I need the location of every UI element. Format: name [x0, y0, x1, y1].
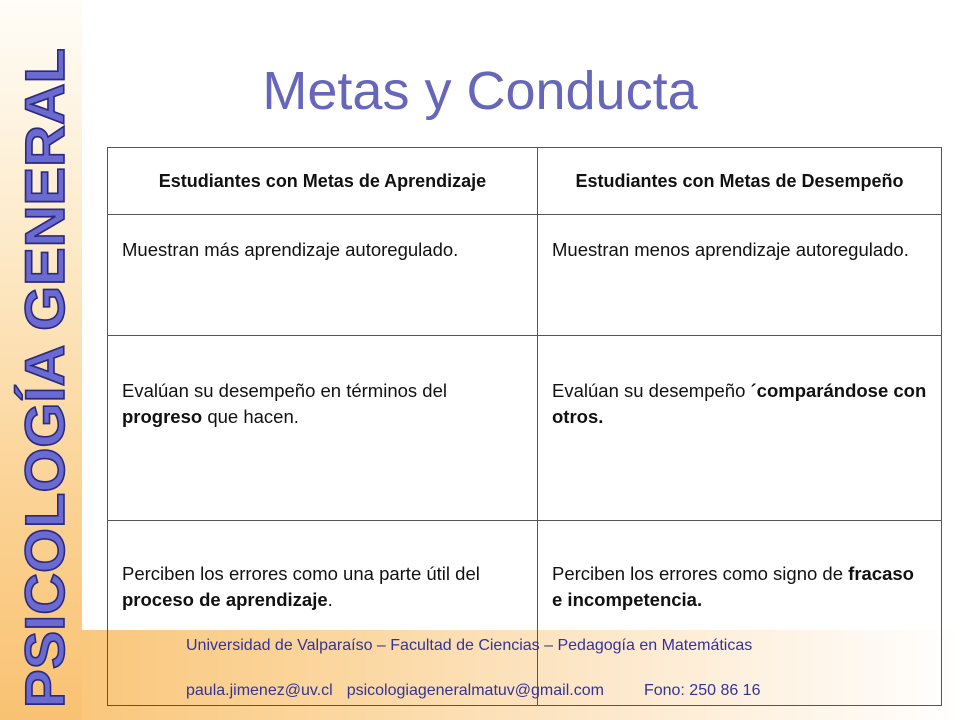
- footer-contact: [186, 682, 760, 700]
- cell-learning-row-1: Muestran más aprendizaje autoregulado.: [108, 215, 538, 336]
- table-row: [108, 521, 942, 706]
- vertical-course-title: [0, 0, 82, 720]
- footer-email-gmail[interactable]: psicologiageneralmatuv@gmail.com: [346, 682, 604, 699]
- footer-email-uv[interactable]: paula.jimenez@uv.cl: [186, 682, 333, 699]
- footer-institution: Universidad de Valparaíso – Facultad de Ciencias – Pedagogía en Matemáticas: [186, 637, 753, 654]
- slide-title: Metas y Conducta: [262, 61, 698, 121]
- side-title-text: PSICOLOGÍA GENERAL: [13, 69, 76, 708]
- cell-learning-row-2: Evalúan su desempeño en términos del progreso que hacen.: [108, 336, 538, 521]
- table-header-row: [108, 148, 942, 215]
- footer-phone: Fono: 250 86 16: [643, 682, 761, 699]
- table-row: [108, 336, 942, 521]
- header-performance-goals: Estudiantes con Metas de Desempeño: [538, 148, 942, 215]
- cell-learning-row-3: Perciben los errores como una parte útil del proceso de aprendizaje.: [108, 521, 538, 706]
- table-row: [108, 215, 942, 336]
- header-learning-goals: Estudiantes con Metas de Aprendizaje: [108, 148, 538, 215]
- comparison-table: [107, 147, 942, 706]
- cell-performance-row-2: Evalúan su desempeño ´comparándose con otros.: [538, 336, 942, 521]
- cell-performance-row-3: Perciben los errores como signo de fracaso e incompetencia.: [538, 521, 942, 706]
- cell-performance-row-1: Muestran menos aprendizaje autoregulado.: [538, 215, 942, 336]
